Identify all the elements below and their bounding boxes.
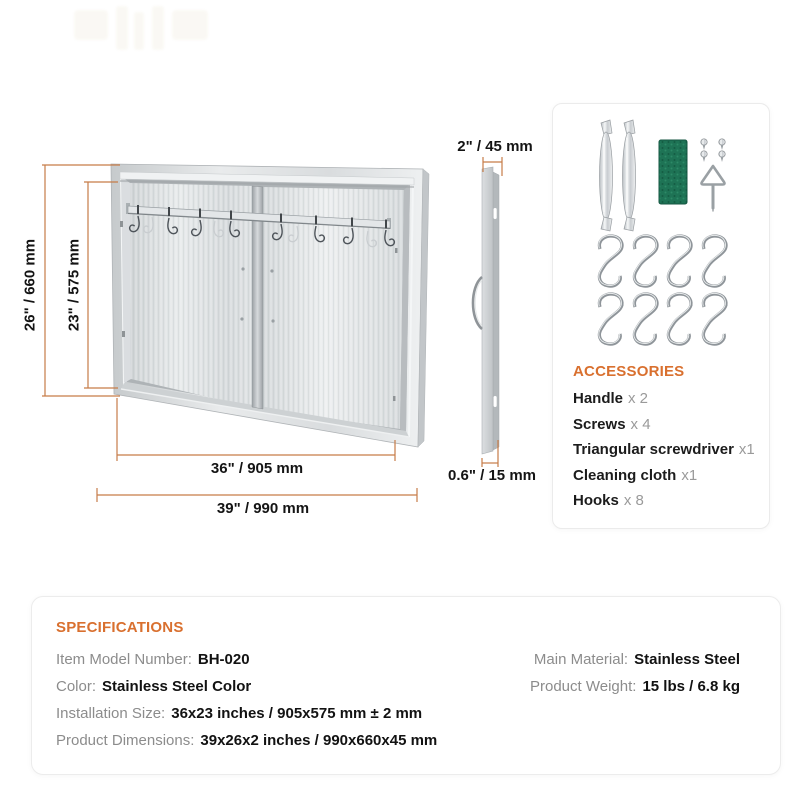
screws-icon bbox=[701, 139, 725, 162]
accessory-qty: x1 bbox=[681, 466, 698, 484]
accessories-panel bbox=[552, 103, 770, 529]
spec-row bbox=[56, 678, 437, 696]
mount-slot bbox=[494, 396, 497, 407]
handle-icon bbox=[600, 120, 636, 231]
accessory-qty: x 4 bbox=[630, 415, 651, 433]
dim-label-thickness: 0.6" / 15 mm bbox=[448, 467, 536, 484]
spec-label: Color: bbox=[56, 678, 97, 695]
specifications-panel bbox=[31, 596, 781, 775]
accessories-list bbox=[573, 390, 759, 518]
spec-label: Main Material: bbox=[533, 651, 629, 668]
spec-label: Item Model Number: bbox=[56, 651, 192, 668]
spec-value: Stainless Steel bbox=[634, 651, 740, 668]
list-item bbox=[573, 467, 759, 485]
specifications-title: SPECIFICATIONS bbox=[56, 619, 184, 636]
accessories-title: ACCESSORIES bbox=[573, 363, 685, 380]
dim-label-width-inner: 36" / 905 mm bbox=[210, 460, 304, 477]
accessory-name: Hooks bbox=[573, 492, 619, 509]
accessory-qty: x1 bbox=[738, 441, 755, 458]
spec-value: Stainless Steel Color bbox=[102, 678, 252, 695]
triangular-screwdriver-icon bbox=[702, 166, 725, 211]
accessory-qty: x 2 bbox=[628, 390, 649, 407]
specifications-right-column bbox=[530, 651, 740, 705]
dim-label-depth: 2" / 45 mm bbox=[457, 138, 533, 155]
spec-value: 39x26x2 inches / 990x660x45 mm bbox=[200, 732, 438, 749]
accessory-name: Handle bbox=[573, 390, 624, 407]
dim-label-height-inner: 23" / 575 mm bbox=[65, 238, 83, 332]
spec-label: Product Dimensions: bbox=[56, 732, 195, 749]
spec-label: Product Weight: bbox=[529, 678, 637, 695]
list-item bbox=[573, 492, 759, 510]
dim-label-width-outer: 39" / 990 mm bbox=[216, 500, 310, 517]
front-view-double-door bbox=[111, 164, 429, 447]
spec-row bbox=[56, 651, 437, 669]
side-view-profile bbox=[473, 167, 499, 454]
spec-label: Installation Size: bbox=[56, 705, 166, 722]
cleaning-cloth-icon bbox=[659, 140, 687, 204]
dim-label-height-outer: 26" / 660 mm bbox=[21, 238, 39, 332]
spec-value: 15 lbs / 6.8 kg bbox=[642, 678, 740, 695]
list-item bbox=[573, 416, 759, 434]
spec-row bbox=[530, 651, 740, 669]
side-handle bbox=[473, 277, 482, 329]
spec-value: BH-020 bbox=[197, 651, 250, 668]
accessory-name: Screws bbox=[573, 415, 626, 433]
s-hook-icon bbox=[599, 235, 726, 344]
specifications-left-column bbox=[56, 651, 437, 759]
spec-value: 36x23 inches / 905x575 mm ± 2 mm bbox=[171, 705, 423, 722]
spec-row bbox=[56, 732, 437, 750]
mount-slot bbox=[494, 208, 497, 219]
spec-row bbox=[56, 705, 437, 723]
accessory-qty: x 8 bbox=[623, 492, 644, 509]
list-item bbox=[573, 441, 759, 459]
accessory-name: Cleaning cloth bbox=[573, 466, 677, 484]
list-item bbox=[573, 390, 759, 408]
spec-row bbox=[530, 678, 740, 696]
accessories-icons bbox=[553, 104, 769, 356]
accessory-name: Triangular screwdriver bbox=[573, 441, 734, 458]
